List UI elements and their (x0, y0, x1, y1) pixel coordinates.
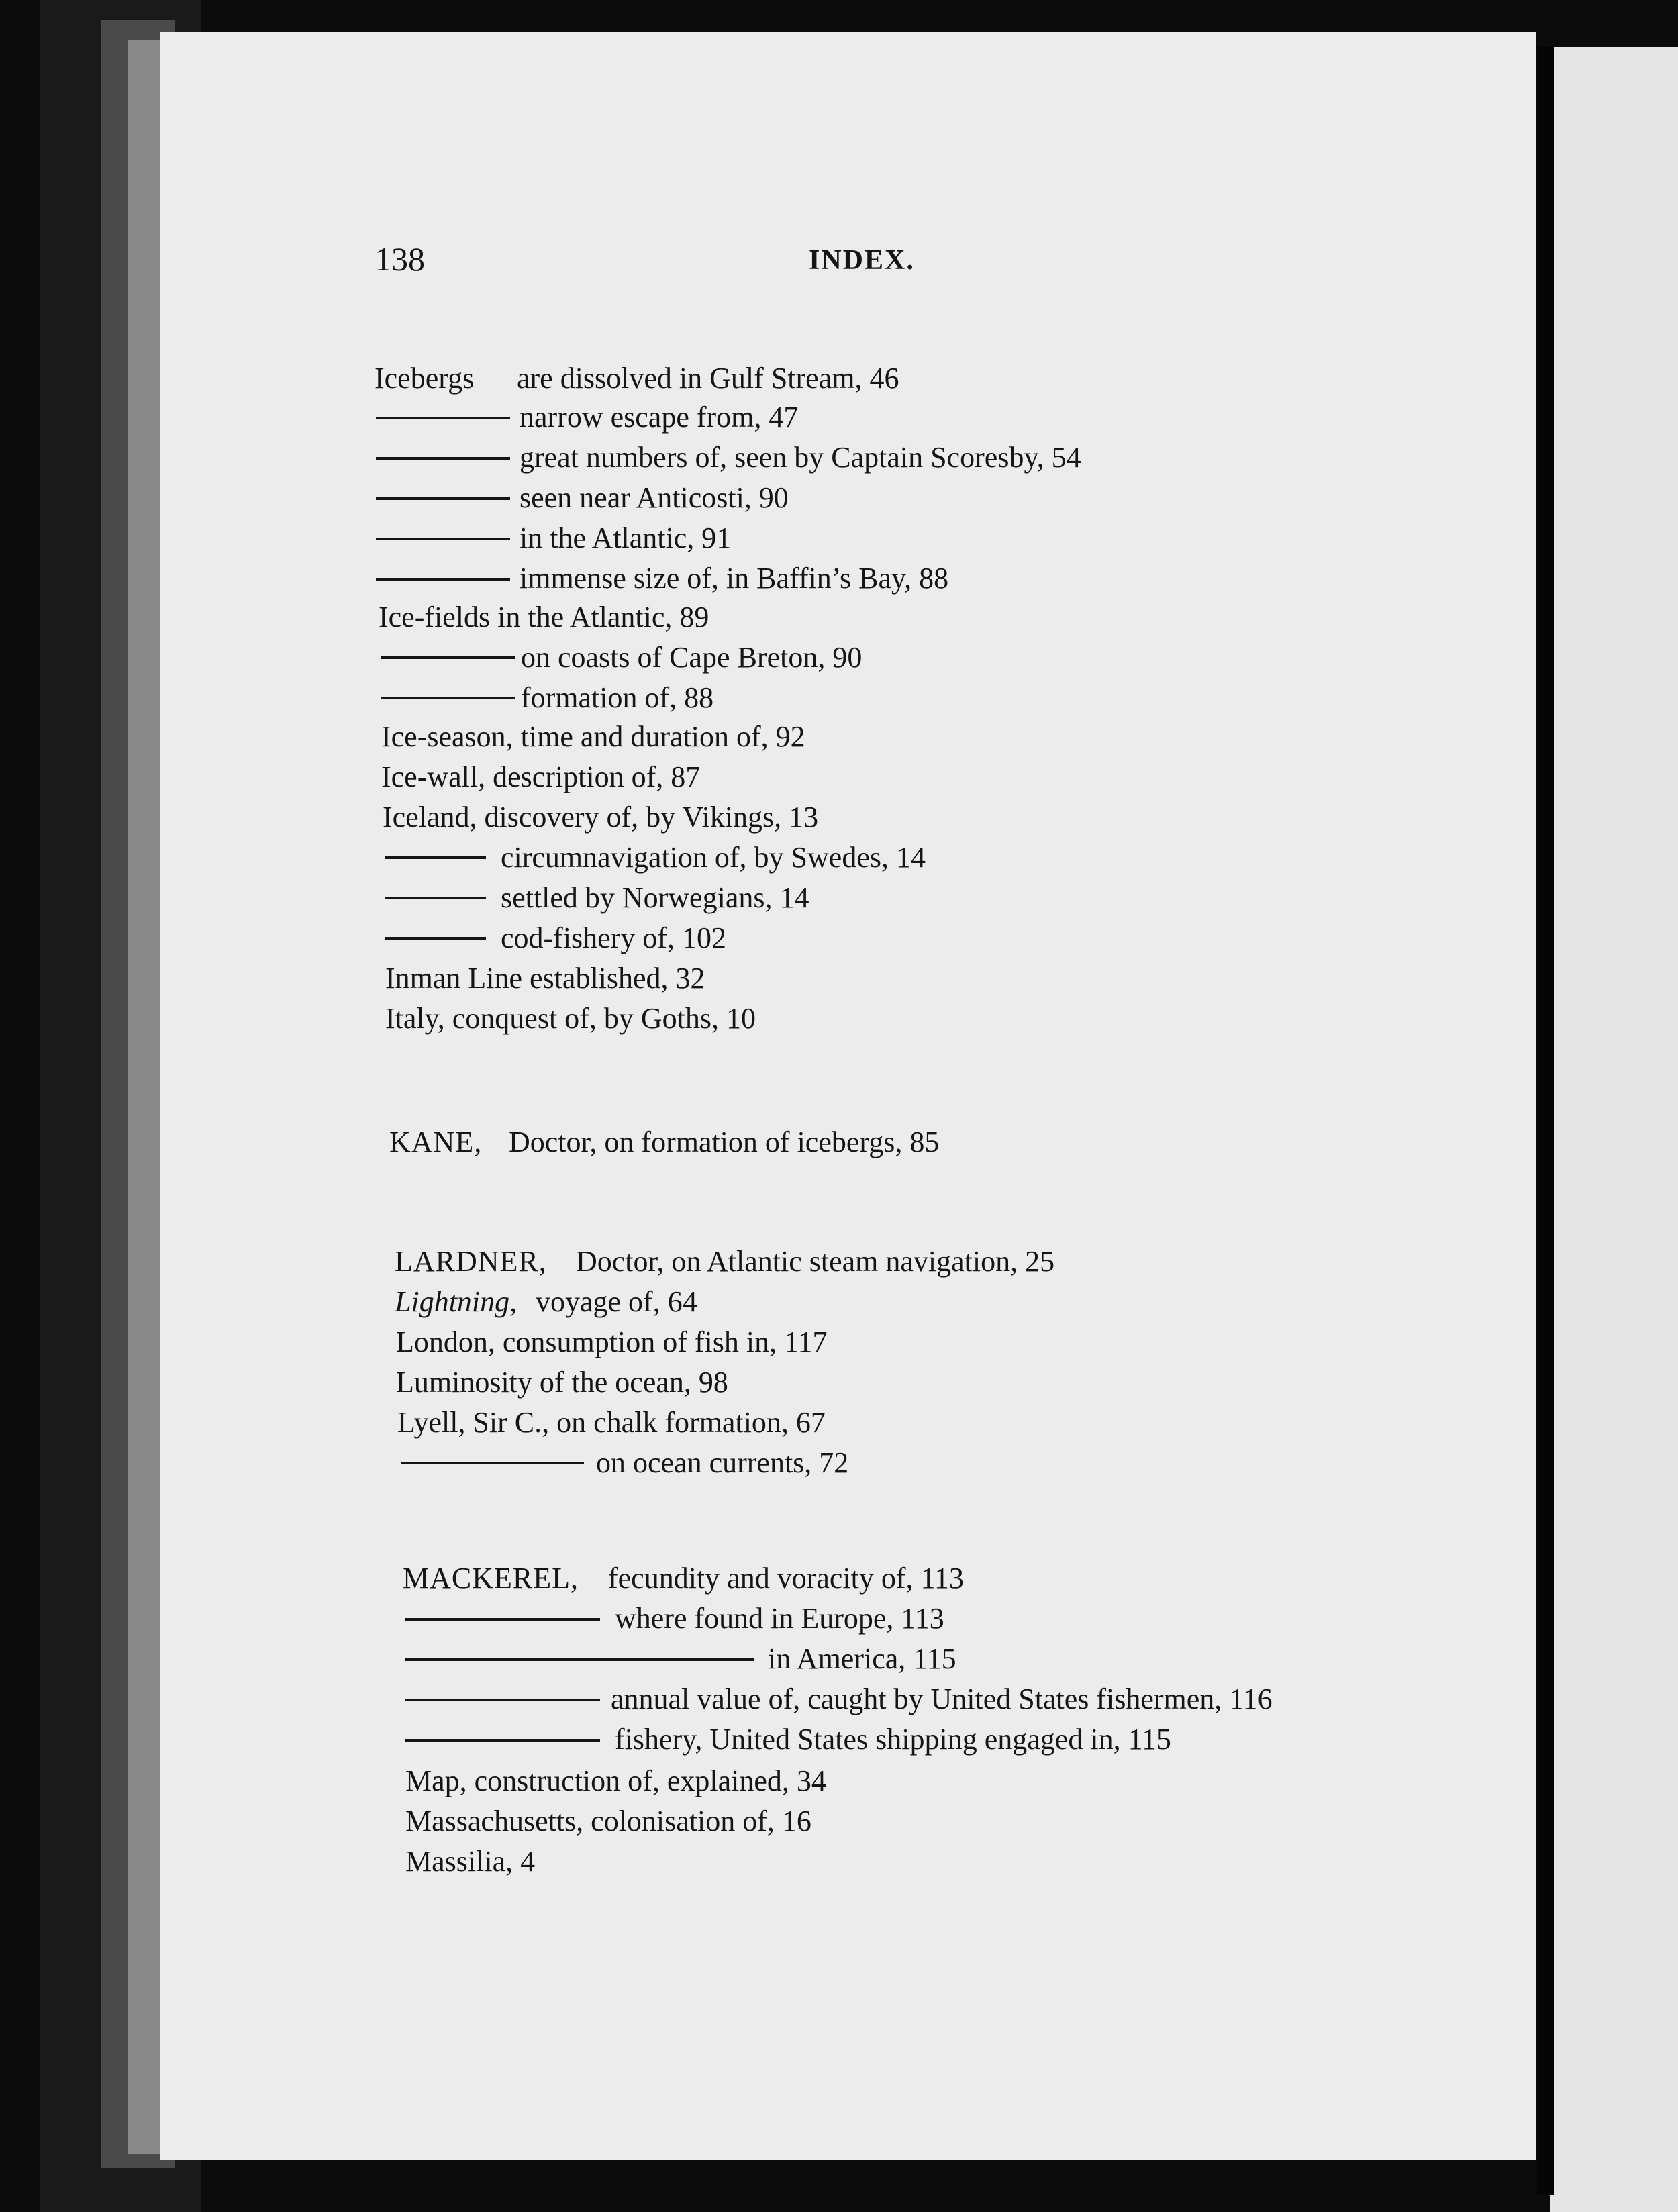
ditto-dash (376, 497, 510, 500)
ditto-dash (405, 1618, 600, 1621)
sub-entry: seen near Anticosti, 90 (520, 481, 789, 514)
entry-head: Lyell, Sir C., on chalk formation, 67 (397, 1406, 826, 1439)
ditto-dash (376, 538, 510, 540)
entry-head: LARDNER, (395, 1245, 547, 1278)
entry: Ice-wall, description of, 87 (381, 760, 701, 793)
entry: Italy, conquest of, by Goths, 10 (385, 1002, 756, 1035)
ditto-dash (385, 937, 486, 940)
ditto-dash (385, 856, 486, 859)
entry: London, consumption of fish in, 117 (396, 1325, 828, 1358)
page-title: INDEX. (809, 245, 915, 276)
entry-text: are dissolved in Gulf Stream, 46 (517, 362, 899, 395)
sub-entry: formation of, 88 (521, 681, 714, 714)
ditto-dash (376, 457, 510, 460)
sub-entry: settled by Norwegians, 14 (501, 881, 809, 914)
facing-page (1550, 47, 1678, 2212)
sub-entry: annual value of, caught by United States fishermen, 116 (611, 1682, 1273, 1715)
sub-entry: in America, 115 (768, 1642, 956, 1675)
entry-text: voyage of, 64 (536, 1285, 697, 1318)
entry: Inman Line established, 32 (385, 962, 705, 995)
entry-head: Iceland, discovery of, by Vikings, 13 (383, 801, 819, 834)
entry-head: KANE, (389, 1125, 483, 1158)
entry-head-italic: Lightning, (395, 1285, 517, 1318)
sub-entry: great numbers of, seen by Captain Scoresby, 54 (520, 441, 1081, 474)
ditto-dash (405, 1739, 600, 1742)
ditto-dash (381, 697, 515, 699)
entry: Luminosity of the ocean, 98 (396, 1366, 728, 1399)
entry: Massilia, 4 (405, 1845, 536, 1878)
sub-entry: on coasts of Cape Breton, 90 (521, 641, 862, 674)
sub-entry: cod-fishery of, 102 (501, 921, 727, 954)
ditto-dash (376, 578, 510, 581)
entry-text: Doctor, on formation of icebergs, 85 (509, 1125, 940, 1158)
sub-entry: narrow escape from, 47 (520, 401, 799, 434)
ditto-dash (376, 417, 510, 419)
entry: Map, construction of, explained, 34 (405, 1764, 826, 1797)
sub-entry: fishery, United States shipping engaged in, 115 (615, 1723, 1171, 1756)
entry-text: fecundity and voracity of, 113 (608, 1562, 964, 1595)
ditto-dash (405, 1699, 600, 1701)
entry: Massachusetts, colonisation of, 16 (405, 1805, 811, 1838)
sub-entry: in the Atlantic, 91 (520, 521, 732, 554)
ditto-dash (381, 656, 515, 659)
ditto-dash (385, 897, 486, 899)
entry-head: MACKEREL, (403, 1562, 579, 1595)
ditto-dash (405, 1658, 754, 1661)
index-page (160, 32, 1536, 2160)
sub-entry: on ocean currents, 72 (596, 1446, 849, 1479)
ditto-dash (401, 1462, 584, 1464)
sub-entry: where found in Europe, 113 (615, 1602, 944, 1635)
entry-text: Doctor, on Atlantic steam navigation, 25 (576, 1245, 1055, 1278)
entry-head: Ice-fields in the Atlantic, 89 (379, 601, 709, 634)
entry: Ice-season, time and duration of, 92 (381, 720, 805, 753)
book-gutter (1537, 47, 1554, 2195)
sub-entry: immense size of, in Baffin’s Bay, 88 (520, 562, 949, 595)
entry-head: Icebergs (375, 362, 475, 395)
page-number: 138 (375, 240, 425, 278)
sub-entry: circumnavigation of, by Swedes, 14 (501, 841, 926, 874)
